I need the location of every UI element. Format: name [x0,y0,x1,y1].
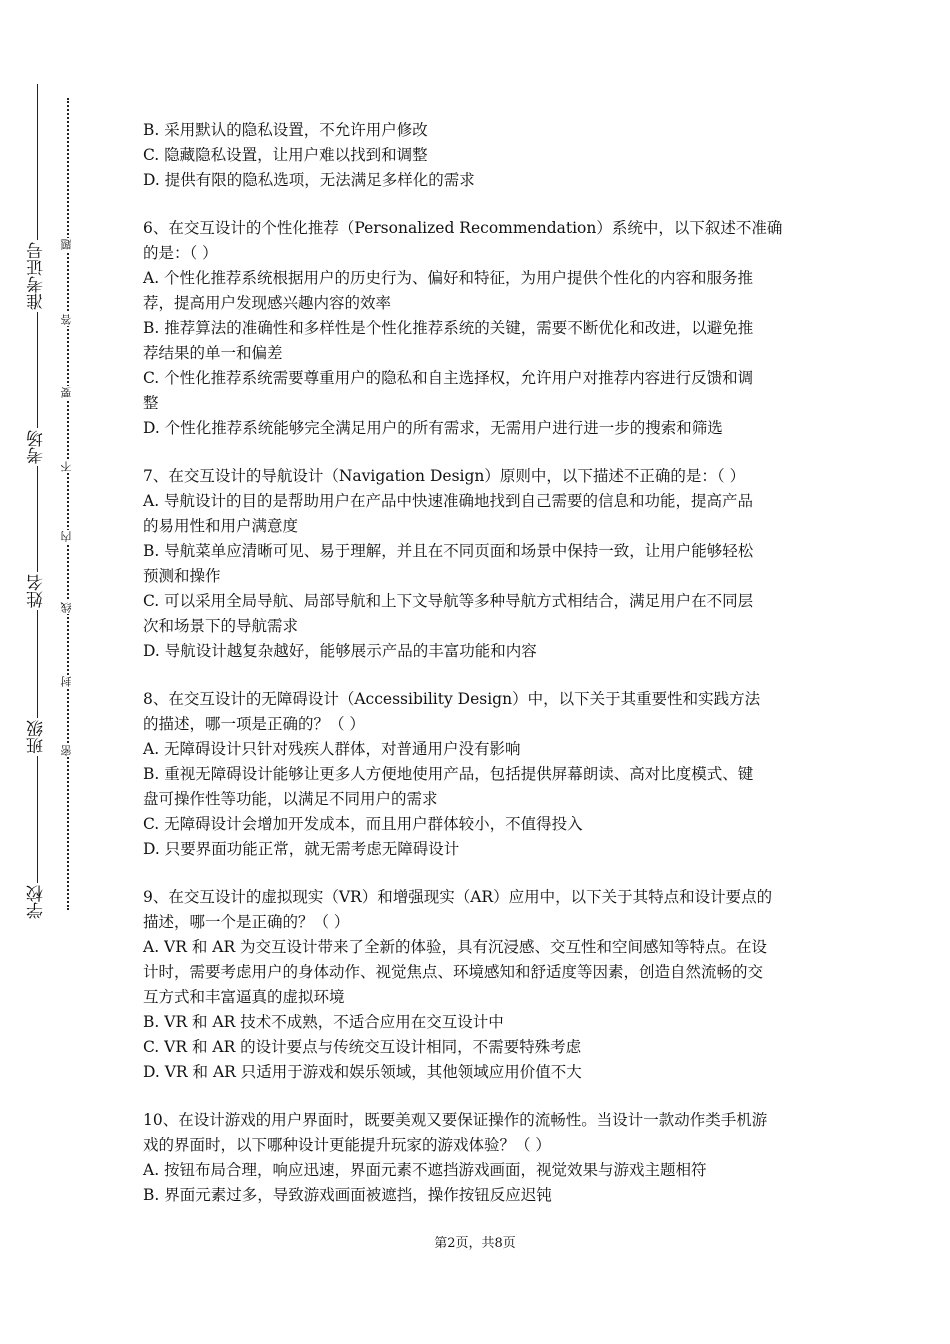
text-line: A. VR 和 AR 为交互设计带来了全新的体验，具有沉浸感、交互性和空间感知等特点。在设 [143,938,768,956]
text-line: D. 导航设计越复杂越好，能够展示产品的丰富功能和内容 [143,642,537,660]
seal-char: 题 [58,238,76,251]
field-school: 学校 [24,883,50,921]
seal-char: 内 [58,530,76,543]
text-line: 7、在交互设计的导航设计（Navigation Design）原则中，以下描述不正确的是：（ ） [143,467,746,485]
text-line: 预测和操作 [143,567,221,585]
text-line: 的描述，哪一项是正确的？（ ） [143,715,365,733]
field-name: 姓名 [24,572,50,610]
text-line: B. 导航菜单应清晰可见、易于理解，并且在不同页面和场景中保持一致，让用户能够轻松 [143,542,754,560]
seal-char: 不 [58,460,76,473]
field-class: 班级 [24,718,50,756]
page-footer: 第2页，共8页 [434,1236,516,1251]
text-line: B. VR 和 AR 技术不成熟，不适合应用在交互设计中 [143,1013,504,1031]
text-line: 9、在交互设计的虚拟现实（VR）和增强现实（AR）应用中，以下关于其特点和设计要点的 [143,888,773,906]
text-line: 的是：（ ） [143,244,218,262]
question-gap [143,862,815,885]
text-line: 戏的界面时，以下哪种设计更能提升玩家的游戏体验？（ ） [143,1136,551,1154]
text-line: C. 个性化推荐系统需要尊重用户的隐私和自主选择权，允许用户对推荐内容进行反馈和调 [143,369,754,387]
text-line: 次和场景下的导航需求 [143,617,299,635]
field-exam-number: 准考证号 [24,240,50,312]
question-gap [143,664,815,687]
question-content [143,118,815,1208]
text-line: B. 重视无障碍设计能够让更多人方便地使用产品，包括提供屏幕朗读、高对比度模式、键 [143,765,754,783]
question-gap [143,193,815,216]
text-line: 描述，哪一个是正确的？（ ） [143,913,350,931]
seal-char: 答 [58,313,76,326]
text-line: B. 推荐算法的准确性和多样性是个性化推荐系统的关键，需要不断优化和改进，以避免推 [143,319,754,337]
text-line: 整 [143,394,159,412]
question-gap [143,1085,815,1108]
binding-dotted-line [67,98,69,910]
text-line: 计时，需要考虑用户的身体动作、视觉焦点、环境感知和舒适度等因素，创造自然流畅的交 [143,963,764,981]
field-exam-room: 考场 [24,428,50,466]
seal-char: 封 [58,675,76,688]
text-line: B. 界面元素过多，导致游戏画面被遮挡，操作按钮反应迟钝 [143,1186,552,1204]
text-line: 荐结果的单一和偏差 [143,344,283,362]
text-line: C. 可以采用全局导航、局部导航和上下文导航等多种导航方式相结合，满足用户在不同层 [143,592,754,610]
text-line: D. VR 和 AR 只适用于游戏和娱乐领域，其他领域应用价值不大 [143,1063,582,1081]
text-line: C. 隐藏隐私设置，让用户难以找到和调整 [143,146,428,164]
text-line: 荐，提高用户发现感兴趣内容的效率 [143,294,392,312]
binding-solid-line [37,84,38,914]
text-line: 的易用性和用户满意度 [143,517,299,535]
text-line: A. 无障碍设计只针对残疾人群体，对普通用户没有影响 [143,740,521,758]
text-line: A. 个性化推荐系统根据用户的历史行为、偏好和特征，为用户提供个性化的内容和服务推 [143,269,754,287]
text-line: 10、在设计游戏的用户界面时，既要美观又要保证操作的流畅性。当设计一款动作类手机游 [143,1111,768,1129]
seal-char: 线 [58,601,76,614]
text-line: 6、在交互设计的个性化推荐（Personalized Recommendation）系统中，以下叙述不准确 [143,219,783,237]
text-line: A. 按钮布局合理，响应迅速，界面元素不遮挡游戏画面，视觉效果与游戏主题相符 [143,1161,707,1179]
text-line: C. VR 和 AR 的设计要点与传统交互设计相同，不需要特殊考虑 [143,1038,582,1056]
question-gap [143,441,815,464]
seal-char: 密 [58,744,76,757]
text-line: 8、在交互设计的无障碍设计（Accessibility Design）中，以下关于其重要性和实践方法 [143,690,761,708]
text-line: D. 提供有限的隐私选项，无法满足多样化的需求 [143,171,475,189]
text-line: D. 个性化推荐系统能够完全满足用户的所有需求，无需用户进行进一步的搜索和筛选 [143,419,723,437]
text-line: C. 无障碍设计会增加开发成本，而且用户群体较小，不值得投入 [143,815,583,833]
text-line: 互方式和丰富逼真的虚拟环境 [143,988,345,1006]
text-line: B. 采用默认的隐私设置，不允许用户修改 [143,121,428,139]
text-line: D. 只要界面功能正常，就无需考虑无障碍设计 [143,840,460,858]
text-line: 盘可操作性等功能，以满足不同用户的需求 [143,790,438,808]
text-line: A. 导航设计的目的是帮助用户在产品中快速准确地找到自己需要的信息和功能，提高产品 [143,492,754,510]
seal-char: 要 [58,386,76,399]
